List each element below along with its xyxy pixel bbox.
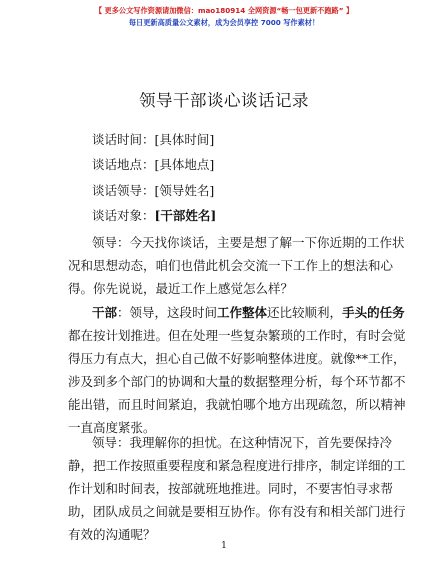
paragraph-line: 助，团队成员之间就是要相互协作。你有没有和相关部门进行	[68, 504, 406, 519]
promo-banner	[0, 6, 448, 28]
meta-value: [领导姓名]	[154, 183, 215, 198]
paragraph-line: 领导：我理解你的担忧。在这种情况下，首先要保持冷	[92, 435, 393, 450]
paragraph-leader-opening	[68, 231, 405, 300]
meta-value: [具体时间]	[154, 132, 215, 147]
speaker-label: 干部	[92, 305, 118, 320]
paragraph-line: 况和思想动态，咱们也借此机会交流一下工作上的想法和心	[68, 258, 394, 273]
meta-label: 谈话时间：	[92, 132, 155, 147]
paragraph-line: 能出错，而且时间紧迫，我就怕哪个地方出现疏忽，所以精神	[68, 397, 406, 412]
promo-line-2: 每日更新高质量公文素材，成为会员享控 7000 写作素材！	[128, 18, 320, 27]
paragraph-line: 都在按计划推进。但在处理一些复杂繁琐的工作时，有时会觉	[68, 328, 406, 343]
meta-label: 谈话对象：	[92, 208, 155, 223]
meta-place	[92, 157, 214, 173]
paragraph-line: 得。你先说说，最近工作上感觉怎么样？	[68, 281, 294, 296]
paragraph-line: 领导：今天找你谈话，主要是想了解一下你近期的工作状	[92, 235, 405, 250]
meta-leader	[92, 183, 214, 199]
text-run: ：领导，这段时间	[117, 305, 218, 320]
paragraph-line: 作计划和时间表，按部就班地推进。同时，不要害怕寻求帮	[68, 481, 394, 496]
text-run: 还比较顺利，	[267, 305, 343, 320]
paragraph-line: 涉及到多个部门的协调和大量的数据整理分析，每个环节都不	[68, 374, 406, 389]
paragraph-line: 有效的沟通呢？	[68, 527, 156, 542]
promo-line-1: 【 更多公文写作资源请加微信：mao180914 全网资源“畅一包更新不跑路” 】	[94, 6, 354, 15]
paragraph-cadre-reply	[68, 301, 406, 439]
meta-label: 谈话领导：	[92, 183, 155, 198]
meta-value: [干部姓名]	[154, 208, 217, 223]
meta-subject	[92, 208, 216, 224]
paragraph-leader-advice	[68, 431, 406, 546]
paragraph-line	[92, 301, 405, 324]
paragraph-line: 一直高度紧张。	[68, 420, 156, 435]
meta-time	[92, 132, 214, 148]
paragraph-line: 静，把工作按照重要程度和紧急程度进行排序，制定详细的工	[68, 458, 406, 473]
meta-label: 谈话地点：	[92, 157, 155, 172]
paragraph-line: 得压力有点大，担心自己做不好影响整体进度。就像**工作，	[68, 351, 406, 366]
page-number: 1	[221, 541, 227, 551]
document-title: 领导干部谈心谈话记录	[139, 91, 309, 110]
text-run-bold: 手头的任务	[342, 305, 405, 320]
meta-value: [具体地点]	[154, 157, 215, 172]
text-run-bold: 工作整体	[217, 305, 268, 320]
